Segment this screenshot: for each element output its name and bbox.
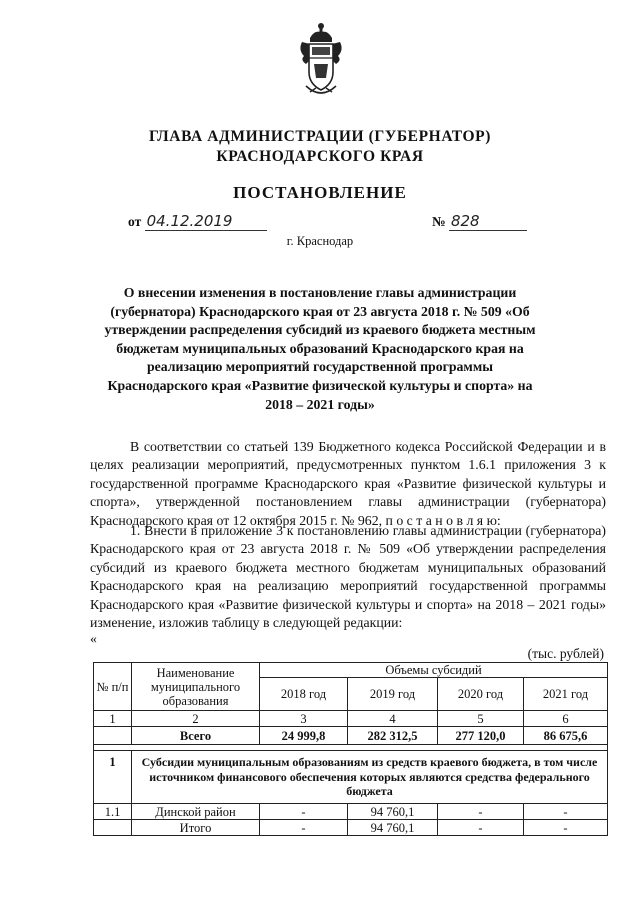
table-row [94, 804, 608, 820]
date-value: 04.12.2019 [145, 212, 267, 231]
subsidy-table [93, 662, 608, 836]
org-title-line1: ГЛАВА АДМИНИСТРАЦИИ (ГУБЕРНАТОР) [149, 128, 491, 145]
total-2021: 86 675,6 [524, 727, 608, 745]
row-2020: - [438, 804, 524, 820]
number-prefix: № [432, 214, 446, 229]
city: г. Краснодар [286, 234, 354, 248]
row-num: 1.1 [94, 804, 132, 820]
index-cell: 4 [348, 711, 438, 727]
index-cell: 6 [524, 711, 608, 727]
row-2020: - [438, 820, 524, 836]
row-num [94, 820, 132, 836]
units-label: (тыс. рублей) [527, 646, 604, 661]
row-2021: - [524, 804, 608, 820]
document-title: О внесении изменения в постановление главы администрации (губернатора) Краснодарского края от 23 августа 2018 г. № 509 «Об утверждении распределения субсидий из краевого бюджета местным бюджетам муниципальных образований Краснодарского края на реализацию мероприятий государственной программы Краснодарского края «Развитие физической культуры и спорта» на 2018 – 2021 годы» [104, 285, 536, 412]
index-cell: 2 [132, 711, 260, 727]
number-value: 828 [449, 212, 527, 231]
date-field [128, 212, 267, 231]
number-field [432, 212, 527, 231]
total-label: Всего [132, 727, 260, 745]
header-year: 2020 год [438, 678, 524, 711]
header-name: Наименование муниципального образования [132, 663, 260, 711]
date-prefix: от [128, 214, 142, 229]
header-year: 2018 год [260, 678, 348, 711]
row-2018: - [260, 820, 348, 836]
section-num: 1 [94, 751, 132, 804]
org-title-line2: КРАСНОДАРСКОГО КРАЯ [216, 148, 424, 165]
paragraph-preamble: В соответствии со статьей 139 Бюджетного кодекса Российской Федерации и в целях реализации мероприятий, предусмотренных пунктом 1.6.1 приложения 3 к государственной программе Краснодарского края «Развитие физической культуры и спорта», утвержденной постановлением главы администрации (губернатора) Краснодарского края от 12 октября 2015 г. № 962, п о с т а н о в л я ю: [90, 439, 606, 528]
table-header-row [94, 663, 608, 678]
row-2021: - [524, 820, 608, 836]
table-section-row [94, 751, 608, 804]
row-name: Итого [132, 820, 260, 836]
total-2020: 277 120,0 [438, 727, 524, 745]
section-text: Субсидии муниципальным образованиям из средств краевого бюджета, в том числе источником финансового обеспечения которых являются средства федерального бюджета [132, 751, 608, 804]
header-group: Объемы субсидий [260, 663, 608, 678]
opening-quote: « [90, 631, 97, 646]
row-2018: - [260, 804, 348, 820]
index-cell: 5 [438, 711, 524, 727]
table-index-row [94, 711, 608, 727]
header-year: 2019 год [348, 678, 438, 711]
paragraph-item-1: 1. Внести в приложение 3 к постановлению главы администрации (губернатора) Краснодарского края от 23 августа 2018 г. № 509 «Об утверждении распределения субсидий из краевого бюджета местного бюджетам муниципальных образований Краснодарского края на реализацию мероприятий государственной программы Краснодарского края «Развитие физической культуры и спорта» на 2018 – 2021 годы» изменение, изложив таблицу в следующей редакции: [90, 523, 606, 631]
row-2019: 94 760,1 [348, 804, 438, 820]
index-cell: 1 [94, 711, 132, 727]
row-name: Динской район [132, 804, 260, 820]
table-total-row [94, 727, 608, 745]
total-2019: 282 312,5 [348, 727, 438, 745]
table-row [94, 820, 608, 836]
total-2018: 24 999,8 [260, 727, 348, 745]
header-num: № п/п [94, 663, 132, 711]
index-cell: 3 [260, 711, 348, 727]
coat-of-arms-emblem [296, 20, 346, 102]
row-2019: 94 760,1 [348, 820, 438, 836]
header-year: 2021 год [524, 678, 608, 711]
document-type: ПОСТАНОВЛЕНИЕ [233, 183, 407, 202]
